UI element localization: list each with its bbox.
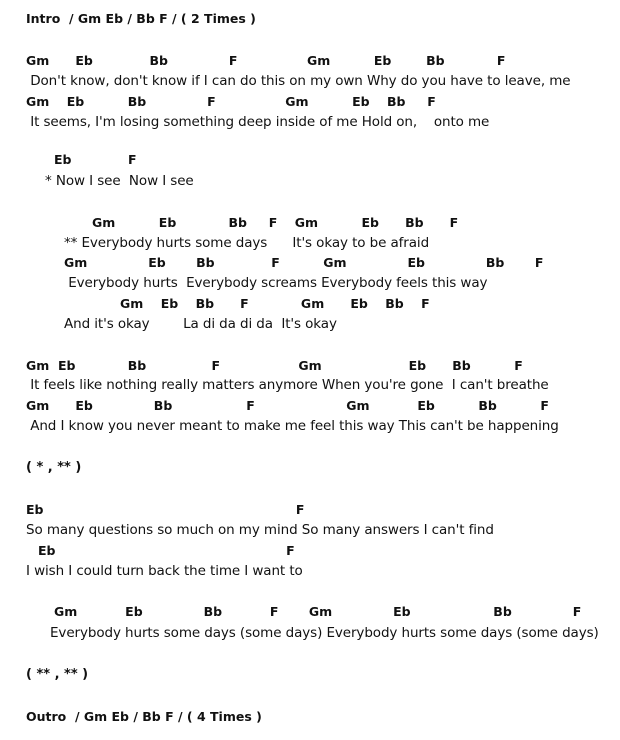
verse2-lyric-1: It feels like nothing really matters anymore When you're gone I can't breathe (26, 377, 549, 393)
verse1-chords-2: Gm Eb Bb F Gm Eb Bb F (26, 94, 436, 109)
intro-line: Intro / Gm Eb / Bb F / ( 2 Times ) (26, 11, 256, 26)
final-lyric: Everybody hurts some days (some days) Everybody hurts some days (some days) (50, 625, 599, 641)
prechorus-lyric: * Now I see Now I see (45, 173, 194, 189)
chorus-lyric-3: And it's okay La di da di da It's okay (64, 316, 337, 332)
verse2-chords-1: Gm Eb Bb F Gm Eb Bb F (26, 358, 523, 373)
bridge-lyric-2: I wish I could turn back the time I want to (26, 563, 303, 579)
chorus-lyric-1: ** Everybody hurts some days It's okay to be afraid (64, 235, 430, 251)
verse2-chords-2: Gm Eb Bb F Gm Eb Bb F (26, 398, 549, 413)
prechorus-chords: Eb F (54, 152, 137, 167)
chorus-chords-3: Gm Eb Bb F Gm Eb Bb F (120, 296, 430, 311)
chorus-chords-1: Gm Eb Bb F Gm Eb Bb F (92, 215, 459, 230)
final-chords: Gm Eb Bb F Gm Eb Bb F (54, 604, 582, 619)
chorus-lyric-2: Everybody hurts Everybody screams Everybody feels this way (64, 275, 488, 291)
verse1-lyric-2: It seems, I'm losing something deep inside of me Hold on, onto me (26, 114, 490, 130)
bridge-chords-2: Eb F (38, 543, 295, 558)
repeat-marker-1: ( * , ** ) (26, 460, 82, 475)
bridge-lyric-1: So many questions so much on my mind So many answers I can't find (26, 522, 494, 538)
verse2-lyric-2: And I know you never meant to make me feel this way This can't be happening (26, 418, 559, 434)
bridge-chords-1: Eb F (26, 502, 305, 517)
verse1-lyric-1: Don't know, don't know if I can do this on my own Why do you have to leave, me (26, 73, 571, 89)
chorus-chords-2: Gm Eb Bb F Gm Eb Bb F (64, 255, 544, 270)
outro-line: Outro / Gm Eb / Bb F / ( 4 Times ) (26, 709, 262, 724)
verse1-chords-1: Gm Eb Bb F Gm Eb Bb F (26, 53, 506, 68)
repeat-marker-2: ( ** , ** ) (26, 667, 89, 682)
